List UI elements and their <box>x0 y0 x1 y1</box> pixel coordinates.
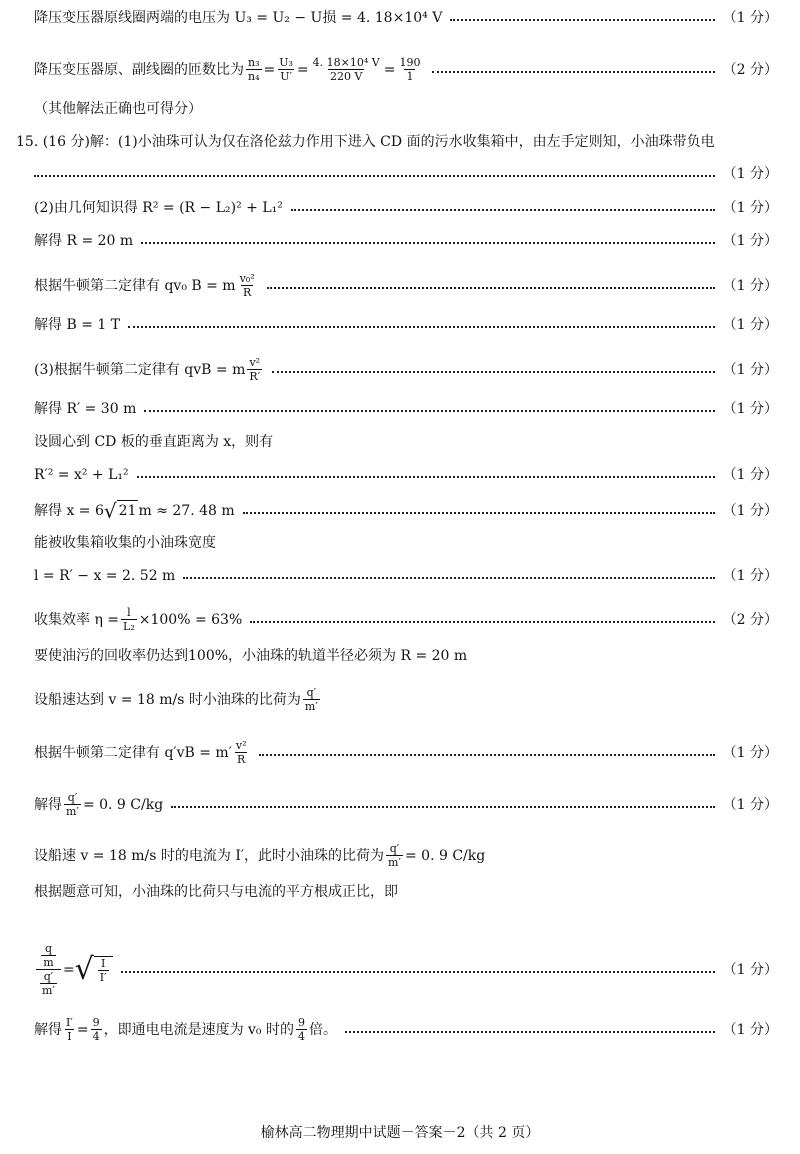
formula-text <box>34 356 264 383</box>
line-text: 设圆心到 CD 板的垂直距离为 x，则有 <box>34 434 274 450</box>
formula-text <box>34 1016 337 1043</box>
numerator: v₀² <box>239 272 255 285</box>
leader-dots <box>450 19 714 21</box>
answer-line <box>34 882 778 902</box>
answer-line <box>34 791 778 818</box>
line-text: 降压变压器原线圈两端的电压为 U₃ = U₂ − U损 = 4. 18×10⁴ V <box>34 10 443 26</box>
denominator: m′ <box>66 805 79 818</box>
score-label: （1 分） <box>722 200 778 216</box>
denominator: m <box>43 956 54 969</box>
leader-dots <box>432 71 714 73</box>
numerator: q <box>44 942 52 955</box>
line-text: 根据题意可知，小油珠的比荷只与电流的平方根成正比，即 <box>34 884 398 900</box>
line-text: (2)由几何知识得 R² = (R − L₂)² + L₁² <box>34 200 283 216</box>
line-text: 根据牛顿第二定律有 q′vB = m′ <box>34 744 232 761</box>
answer-line <box>34 606 778 633</box>
denominator: m′ <box>304 700 318 713</box>
denominator: U′ <box>280 70 292 83</box>
fraction <box>247 356 262 383</box>
leader-dots <box>128 326 715 328</box>
formula-text <box>34 842 485 869</box>
score-label: （1 分） <box>722 361 778 378</box>
line-text: = <box>76 1021 89 1038</box>
score-label: （1 分） <box>722 568 778 584</box>
score-label: （2 分） <box>722 611 778 628</box>
leader-dots <box>291 209 715 211</box>
denominator: I <box>67 1030 72 1043</box>
score-label: （1 分） <box>722 961 778 978</box>
answer-line <box>34 315 778 335</box>
radical-sign: √ <box>74 951 94 987</box>
numerator: l <box>127 606 131 619</box>
line-text: R′² = x² + L₁² <box>34 467 129 483</box>
line-text: 收集效率 η = <box>34 611 120 628</box>
denominator: 220 V <box>329 70 363 83</box>
answer-line <box>34 739 778 766</box>
radicand <box>94 956 113 984</box>
leader-dots <box>144 410 714 412</box>
formula-text <box>34 500 235 521</box>
equals-sign: = <box>62 961 75 978</box>
line-text: 解得 <box>34 796 62 813</box>
numerator: I′ <box>66 1016 73 1029</box>
score-label: （1 分） <box>722 1021 778 1038</box>
fraction <box>303 686 320 713</box>
denominator: I′ <box>99 970 107 984</box>
radical-sign: √ <box>103 498 117 523</box>
score-label: （1 分） <box>722 796 778 813</box>
leader-dots <box>121 971 715 973</box>
numerator: 9 <box>298 1016 305 1029</box>
numerator: v² <box>235 739 247 752</box>
leader-dots <box>137 476 715 478</box>
line-text: 倍。 <box>309 1021 337 1038</box>
numerator: n₃ <box>248 56 260 69</box>
line-text: = 0. 9 C/kg <box>82 796 164 813</box>
leader-dots <box>345 1031 715 1033</box>
fraction <box>397 56 422 83</box>
answer-line <box>34 942 778 997</box>
answer-line <box>34 198 778 218</box>
formula-text <box>34 739 251 766</box>
score-label: （1 分） <box>722 166 778 182</box>
answer-line <box>34 56 778 83</box>
leader-dots <box>272 371 715 373</box>
radicand: 21 <box>117 500 139 521</box>
fraction <box>64 791 81 818</box>
numerator: U₃ <box>279 56 293 69</box>
score-label: （1 分） <box>722 277 778 294</box>
fraction <box>234 739 249 766</box>
line-text: 解得 x = 6 <box>34 502 104 519</box>
denominator: R <box>242 286 252 299</box>
answer-line <box>34 432 778 452</box>
equals-sign: = <box>296 61 309 78</box>
answer-line <box>34 842 778 869</box>
line-text: l = R′ − x = 2. 52 m <box>34 568 176 584</box>
answer-line <box>34 231 778 251</box>
line-text: （其他解法正确也可得分） <box>34 101 202 117</box>
denominator: m′ <box>42 984 55 997</box>
numerator: q′ <box>43 970 54 983</box>
line-text: ，即通电电流是速度为 v₀ 时的 <box>103 1021 294 1038</box>
score-label: （2 分） <box>722 61 778 78</box>
fraction <box>238 272 257 299</box>
fraction <box>277 56 295 83</box>
leader-dots <box>34 175 715 177</box>
denominator: m′ <box>388 856 401 869</box>
formula-text <box>34 272 259 299</box>
line-text: 解得 R = 20 m <box>34 233 134 249</box>
numerator: q′ <box>389 842 400 855</box>
answer-line <box>34 164 778 184</box>
fraction <box>91 1016 102 1043</box>
score-label: （1 分） <box>722 10 778 26</box>
leader-dots <box>243 512 715 514</box>
answer-line <box>34 356 778 383</box>
fraction <box>41 942 55 969</box>
leader-dots <box>183 577 714 579</box>
fraction <box>121 606 137 633</box>
line-text: ×100% = 63% <box>138 611 243 628</box>
numerator: v² <box>249 356 261 369</box>
line-text: 15. (16 分)解：(1)小油珠可认为仅在洛伦兹力作用下进入 CD 面的污水收集箱中，由左手定则知，小油珠带负电 <box>16 134 715 150</box>
line-text: (3)根据牛顿第二定律有 qvB = m <box>34 361 246 378</box>
answer-line <box>34 566 778 586</box>
numerator-fraction <box>37 942 59 969</box>
square-root <box>74 951 113 987</box>
formula-text <box>34 791 163 818</box>
line-text: 解得 R′ = 30 m <box>34 401 137 417</box>
line-text: 降压变压器原、副线圈的匝数比为 <box>34 61 244 78</box>
formula-text <box>34 606 242 633</box>
leader-dots <box>267 287 715 289</box>
line-text: 解得 <box>34 1021 62 1038</box>
score-label: （1 分） <box>722 502 778 519</box>
answer-line <box>34 686 778 713</box>
denominator: n₄ <box>248 70 260 83</box>
numerator: q′ <box>67 791 78 804</box>
compound-fraction <box>36 942 61 997</box>
fraction <box>296 1016 307 1043</box>
numerator: I <box>101 956 106 970</box>
formula-text <box>34 942 113 997</box>
equals-sign: = <box>263 61 276 78</box>
equals-sign: = <box>383 61 396 78</box>
fraction <box>40 970 57 997</box>
answer-line <box>34 399 778 419</box>
score-label: （1 分） <box>722 317 778 333</box>
fraction <box>98 957 109 984</box>
leader-dots <box>141 242 714 244</box>
score-label: （1 分） <box>722 467 778 483</box>
denominator: R′ <box>249 370 261 383</box>
leader-dots <box>171 806 714 808</box>
fraction <box>311 56 382 83</box>
line-text: 解得 B = 1 T <box>34 317 121 333</box>
leader-dots <box>259 754 715 756</box>
page-footer: 榆林高二物理期中试题－答案－2（共 2 页） <box>260 1125 540 1141</box>
fraction <box>64 1016 75 1043</box>
fraction <box>246 56 262 83</box>
denominator: 4 <box>92 1030 100 1043</box>
answer-line <box>34 533 778 553</box>
denominator: 4 <box>298 1030 305 1043</box>
answer-line <box>34 99 778 119</box>
square-root <box>104 500 139 521</box>
line-text: m ≈ 27. 48 m <box>138 502 235 519</box>
numerator: 4. 18×10⁴ V <box>312 56 380 69</box>
line-text: 设船速 v = 18 m/s 时的电流为 I′，此时小油珠的比荷为 <box>34 847 385 864</box>
answer-line <box>34 8 778 28</box>
answer-line <box>34 465 778 485</box>
denominator-fraction <box>36 969 61 997</box>
line-text: = 0. 9 C/kg <box>404 847 486 864</box>
numerator: q′ <box>306 686 317 699</box>
line-text: 设船速达到 v = 18 m/s 时小油珠的比荷为 <box>34 691 301 708</box>
formula-text <box>34 56 424 83</box>
fraction <box>386 842 403 869</box>
answer-line <box>34 272 778 299</box>
score-label: （1 分） <box>722 744 778 761</box>
leader-dots <box>250 621 714 623</box>
denominator: R <box>237 753 246 766</box>
question-line <box>16 132 778 152</box>
line-text: 能被收集箱收集的小油珠宽度 <box>34 535 216 551</box>
numerator: 9 <box>92 1016 100 1029</box>
score-label: （1 分） <box>722 233 778 249</box>
line-text: 要使油污的回收率仍达到100%，小油珠的轨道半径必须为 R = 20 m <box>34 648 468 664</box>
answer-line <box>34 1016 778 1043</box>
formula-text <box>34 686 322 713</box>
numerator: 190 <box>399 56 421 69</box>
answer-line <box>34 646 778 666</box>
answer-line <box>34 500 778 521</box>
denominator: L₂ <box>123 620 135 633</box>
line-text: 根据牛顿第二定律有 qv₀ B = m <box>34 277 236 294</box>
score-label: （1 分） <box>722 401 778 417</box>
denominator: 1 <box>406 70 414 83</box>
